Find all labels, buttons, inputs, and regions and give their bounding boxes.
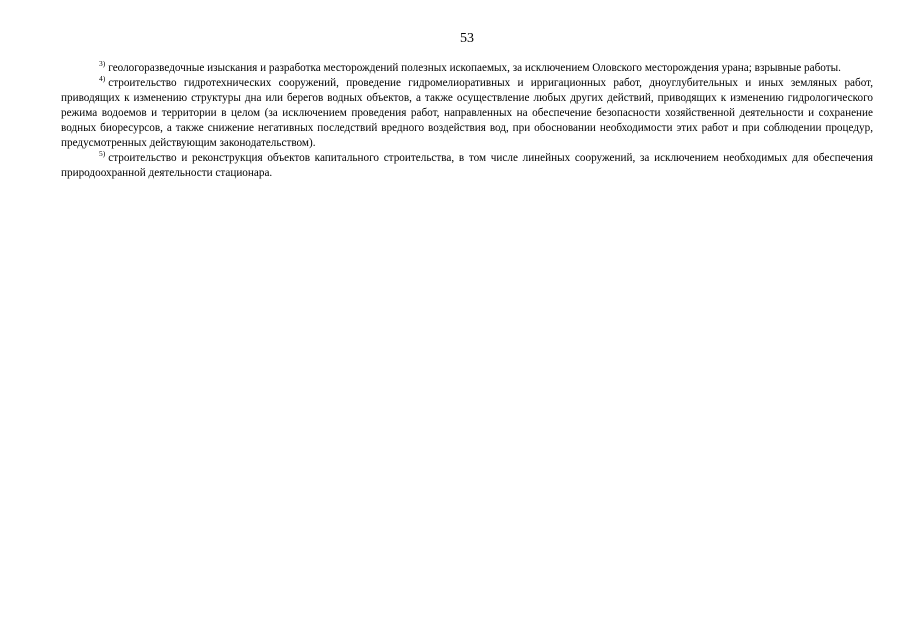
footnote-marker: 3) — [99, 59, 106, 69]
footnote-5 — [61, 151, 873, 181]
footnote-text: строительство гидротехнических сооружений, проведение гидромелиоративных и ирригационных работ, дноуглубительных и иных земляных работ, приводящих к изменению структуры дна или берегов водных объектов, а также осуществление любых других действий, приводящих к изменению гидрологического режима водоемов и территории в целом (за исключением проведения работ, направленных на обеспечение безопасности хозяйственной деятельности и сохранение водных биоресурсов, а также снижение негативных последствий вредного воздействия вод, при обосновании необходимости этих работ и при соблюдении процедур, предусмотренных действующим законодательством). — [61, 77, 873, 149]
footnote-3 — [61, 61, 873, 76]
page-number: 53 — [460, 31, 474, 46]
footnotes-section — [61, 61, 873, 181]
footnote-marker: 4) — [99, 74, 106, 84]
footnote-text: строительство и реконструкция объектов капитального строительства, в том числе линейных сооружений, за исключением необходимых для обеспечения природоохранной деятельности стационара. — [61, 152, 873, 179]
footnote-text: геологоразведочные изыскания и разработка месторождений полезных ископаемых, за исключением Оловского месторождения урана; взрывные работы. — [108, 62, 841, 74]
footnote-marker: 5) — [99, 149, 106, 159]
footnote-4 — [61, 76, 873, 151]
